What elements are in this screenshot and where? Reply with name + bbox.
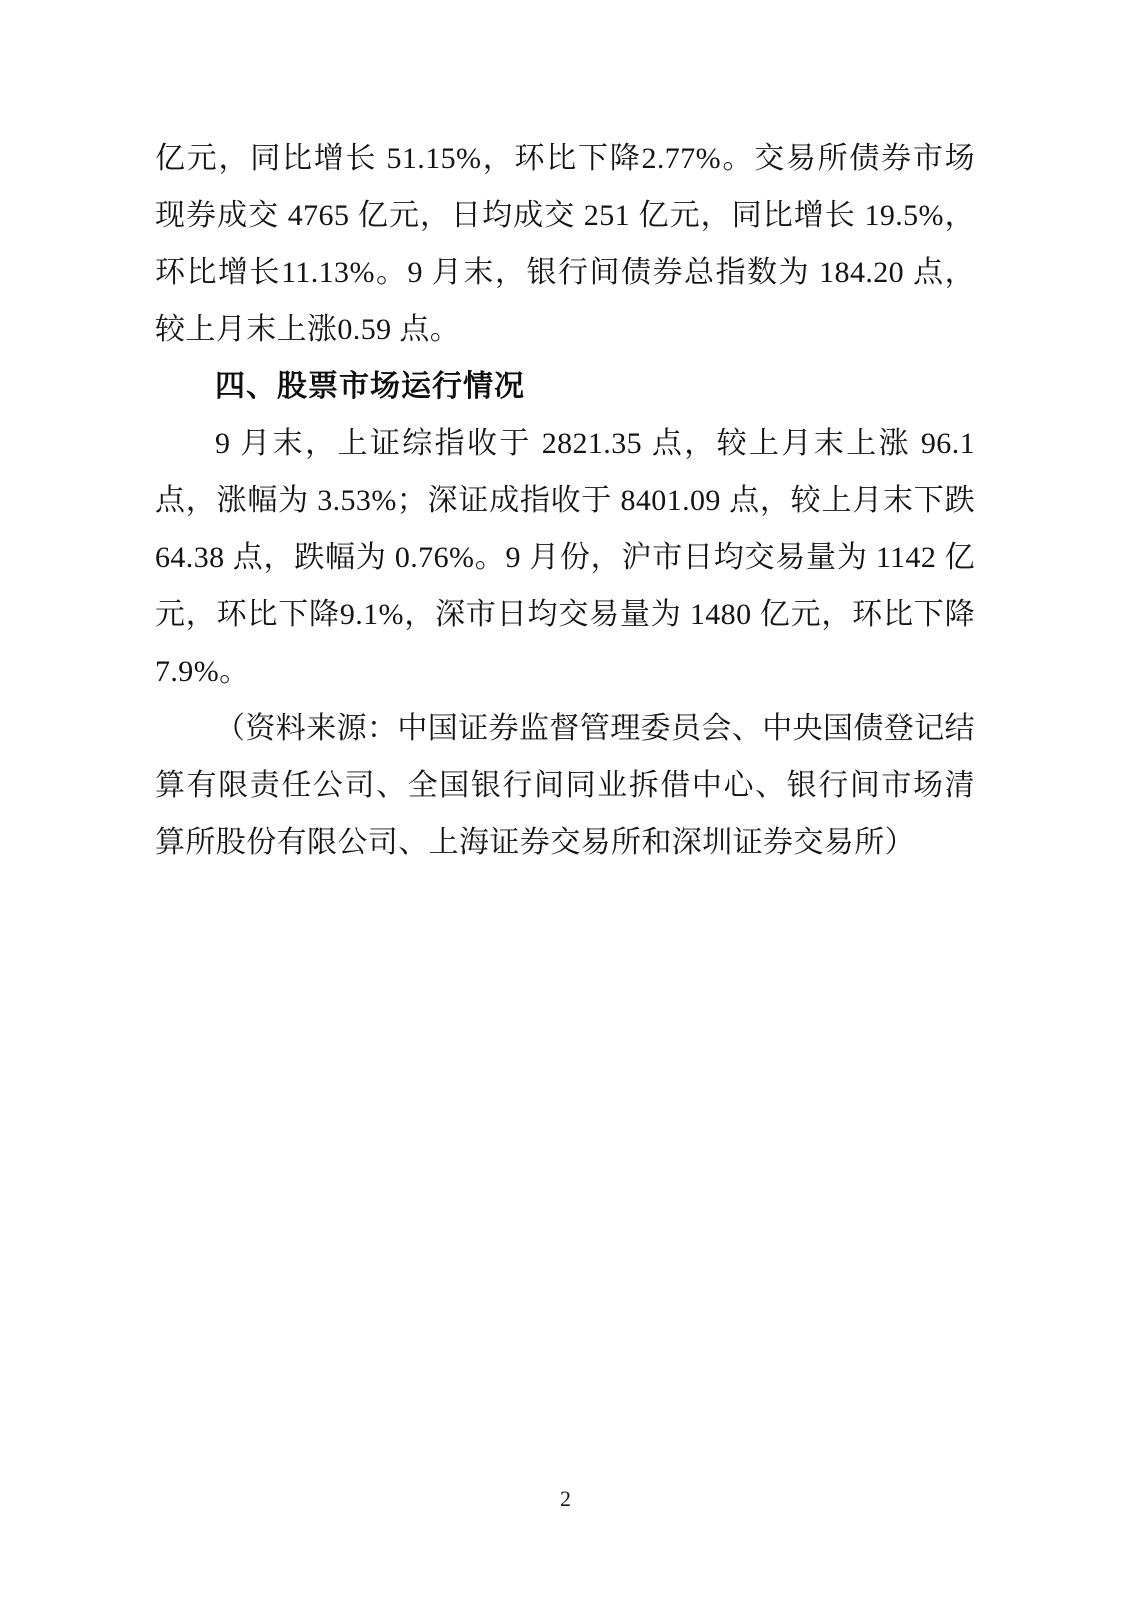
page-number: 2: [560, 1486, 571, 1511]
section-heading-stock-market: 四、股票市场运行情况: [215, 370, 525, 403]
paragraph-data-source-note: （资料来源：中国证券监督管理委员会、中央国债登记结算有限责任公司、全国银行间同业拆借中心、银行间市场清算所股份有限公司、上海证券交易所和深圳证券交易所）: [155, 712, 975, 859]
document-body: [155, 130, 975, 1491]
paragraph-bond-market-continued: 亿元，同比增长 51.15%，环比下降2.77%。交易所债券市场现券成交 4765 亿元，日均成交 251 亿元，同比增长 19.5%，环比增长11.13%。9 月末，银行间债券总指数为 184.20 点，较上月末上涨0.59 点。: [155, 142, 975, 346]
paragraph-stock-market-summary: 9 月末，上证综指收于 2821.35 点，较上月末上涨 96.1 点，涨幅为 3.53%；深证成指收于 8401.09 点，较上月末下跌 64.38 点，跌幅为 0.76%。9 月份，沪市日均交易量为 1142 亿元，环比下降9.1%，深市日均交易量为 1480 亿元，环比下降 7.9%。: [155, 427, 975, 688]
blank-space: [155, 871, 975, 1491]
